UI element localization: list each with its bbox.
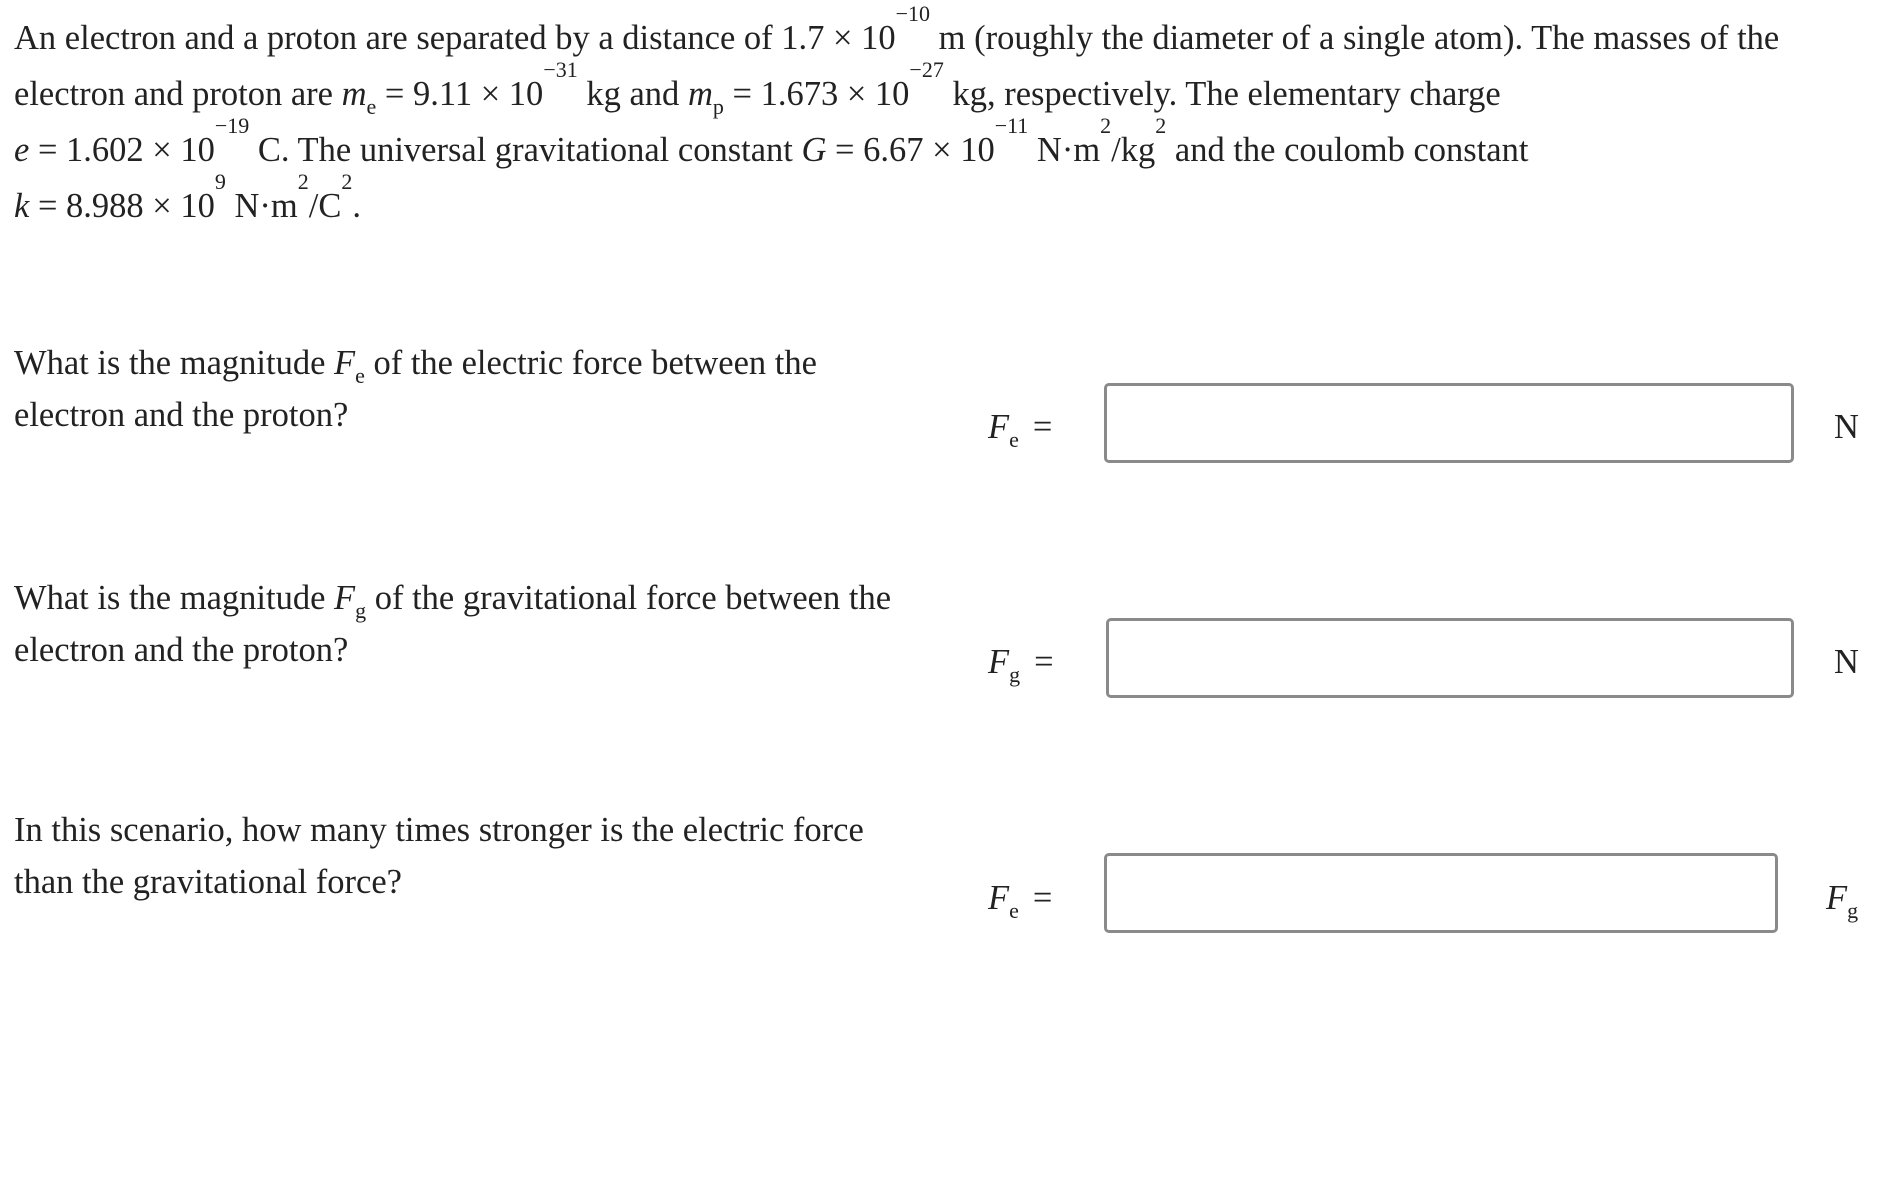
gravitational-force-input[interactable] <box>1106 618 1794 698</box>
question-electric-force: What is the magnitude $F_e$ of the electric force between the electron and the proton? <box>14 344 817 434</box>
gravitational-force-unit: N <box>1834 643 1859 681</box>
electric-force-unit: N <box>1834 408 1859 446</box>
ratio-numerator-label: $F_e$ = <box>988 879 1053 923</box>
fg-label: $F_g$ = <box>988 643 1054 687</box>
force-ratio-input[interactable] <box>1104 853 1778 933</box>
question-gravitational-force: What is the magnitude $F_g$ of the gravitational force between the electron and the proton? <box>14 579 892 669</box>
electric-force-input[interactable] <box>1104 383 1794 463</box>
ratio-denominator-label: $F_g$ <box>1826 879 1859 923</box>
fe-label: $F_e$ = <box>988 408 1053 452</box>
question-force-ratio: In this scenario, how many times stronger is the electric force than the gravitational force? <box>14 811 864 901</box>
problem-statement: An electron and a proton are separated by a distance of $1.7 \times 10^{-10}$ m (roughly the diameter of a single atom). The masses of the electron and proton are $m_e = 9.11 \times 10^{-31}$ kg and $m_p = 1.673 \times 10^{-27}$ kg, respectively. The elementary charge $e = 1.602 \times 10^{-19}$ C. The universal gravitational constant $G = 6.67 \times 10^{-11}$ $N\cdot m^2/kg^2$ and the coulomb constant $k = 8.988 \times 10^9$ $N\cdot m^2/C^2$. <box>14 1 1780 225</box>
